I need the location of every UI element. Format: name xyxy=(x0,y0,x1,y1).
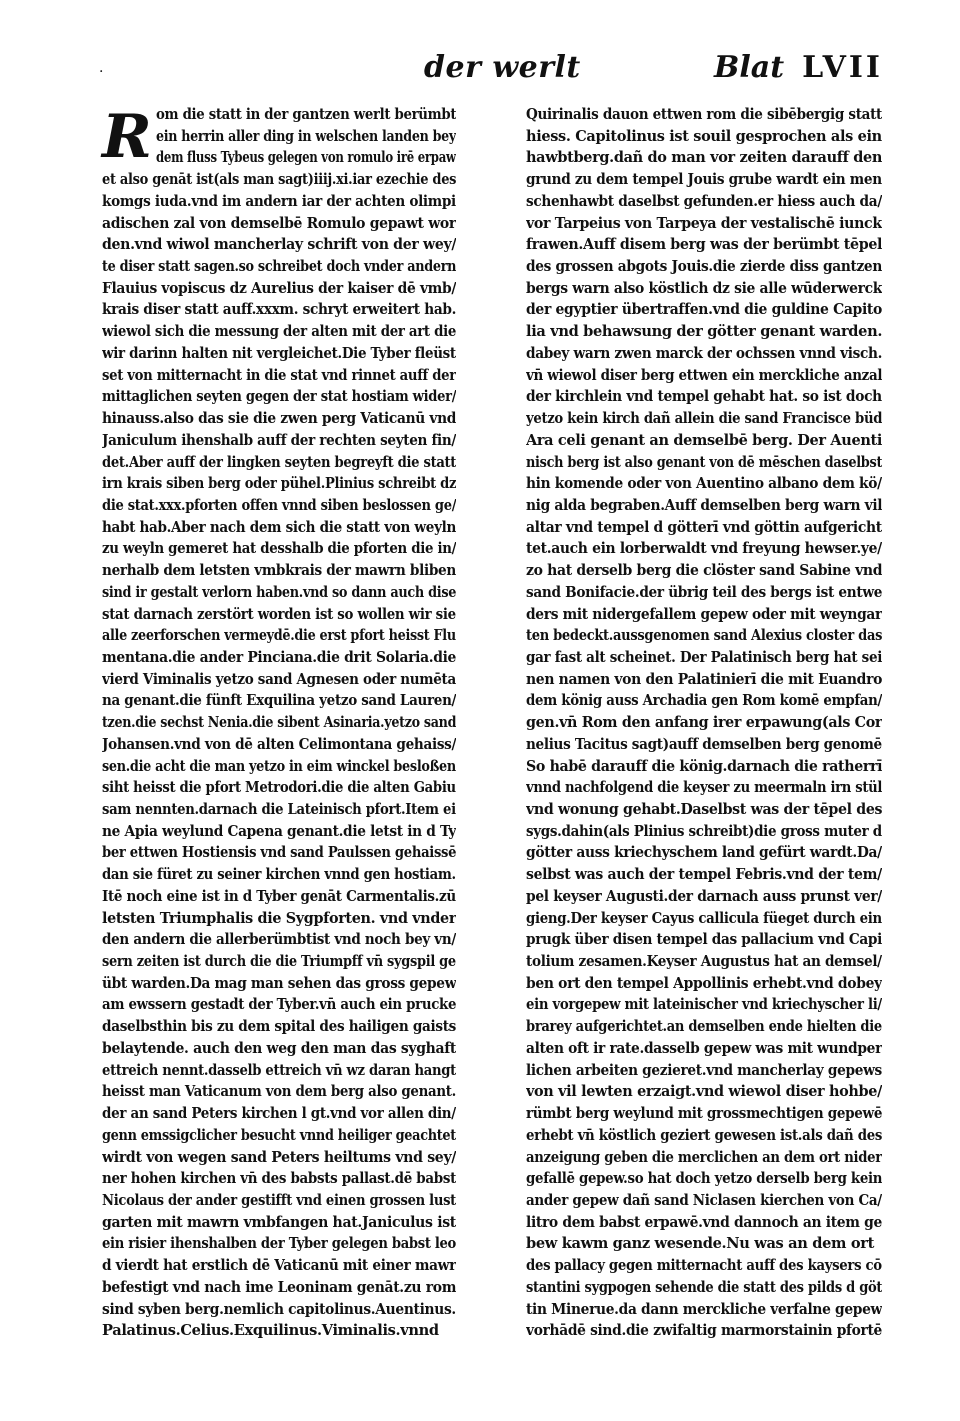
text-line: nerhalb dem letsten vmbkrais der mawrn bliben xyxy=(102,562,456,580)
folio-label: Blat xyxy=(714,50,785,85)
text-line: übt warden.Da mag man sehen das gross gepew xyxy=(102,974,456,992)
text-line: dabey warn zwen marck der ochssen vnnd visch. xyxy=(526,344,882,362)
text-line: ne Apia weylund Capena genant.die letst in d Ty xyxy=(102,822,456,840)
text-line: Johansen.vnd von dē alten Celimontana gehaiss/ xyxy=(102,735,456,753)
text-line: ein risier ihenshalben der Tyber gelegen babst leo xyxy=(102,1235,456,1253)
text-line: gar fast alt scheinet. Der Palatinisch berg hat sei xyxy=(526,648,882,666)
text-line: Flauius vopiscus dz Aurelius der kaiser dē vmb/ xyxy=(102,279,456,297)
text-line: komgs iuda.vnd im andern iar der achten olimpi xyxy=(102,192,456,210)
text-line: habt hab.Aber nach dem sich die statt von weyln xyxy=(102,518,456,536)
text-line: hin komende oder von Auentino albano dem kö/ xyxy=(526,475,882,493)
text-line: sam nennten.darnach die Lateinisch pfort.Item ei xyxy=(102,801,456,818)
text-line: rümbt berg weylund mit grossmechtigen gepewē xyxy=(526,1105,882,1123)
text-line: frawen.Auff disem berg was der berümbt tēpel xyxy=(526,236,882,254)
text-line: der egyptier übertraffen.vnd die guldine Capito xyxy=(526,301,882,319)
text-line: anzeigung geben die merclichen an dem ort nider xyxy=(526,1148,882,1166)
text-line: na genant.die fünft Exquilina yetzo sand Lauren/ xyxy=(102,692,456,710)
text-line: ander gepew dañ sand Niclasen kierchen von Ca/ xyxy=(526,1191,882,1209)
text-line: tet.auch ein lorberwaldt vnd freyung hewser.ye/ xyxy=(526,540,882,558)
text-line: om die statt in der gantzen werlt berümbt xyxy=(156,106,456,123)
text-line: mittaglichen seyten gegen der stat hostiam wider/ xyxy=(102,388,456,406)
text-line: adischen zal von demselbē Romulo gepawt wor xyxy=(102,214,456,232)
text-line: sand Bonifacie.der übrig teil des bergs ist entwe xyxy=(526,583,882,601)
text-line: ein vorgepew mit lateinischer vnd kriechyscher li/ xyxy=(526,996,882,1014)
text-line: selbst was auch der tempel Febris.vnd der tem/ xyxy=(526,866,882,884)
text-line: zu weyln gemeret hat desshalb die pforten die in/ xyxy=(102,540,456,558)
text-line: alle zeerforschen vermeydē.die erst pfort heisst Flu xyxy=(102,627,456,645)
text-line: tolium zesamen.Keyser Augustus hat an demsel/ xyxy=(526,953,882,971)
text-line: ettreich nennt.dasselb ettreich vn̄ wz daran hangt xyxy=(102,1061,456,1079)
text-line: det.Aber auff der lingken seyten begreyft die statt xyxy=(102,453,456,471)
text-line: vorhādē sind.die zwifaltig marmorstainin pfortē xyxy=(526,1322,882,1340)
text-line: sygs.dahin(als Plinius schreibt)die gross muter d xyxy=(526,822,882,840)
text-line: lia vnd behawsung der götter genant warden. xyxy=(526,323,882,341)
text-line: den andern die allerberümbtist vnd noch bey vn/ xyxy=(102,931,456,949)
text-line: nisch berg ist also genant von dē mēschen daselbst xyxy=(526,453,882,471)
text-line: stat darnach zerstört worden ist so wollen wir sie xyxy=(102,605,456,623)
text-line: ders mit nidergefallem gepew oder mit weyngar xyxy=(526,605,882,623)
text-line: sern zeiten ist durch die die Triumpff vn̄ sygspil ge xyxy=(102,953,456,971)
text-line: bew kawm ganz wesende.Nu was an dem ort xyxy=(526,1235,874,1253)
text-line: götter auss kriechyschem land gefürt wardt.Da/ xyxy=(526,844,882,862)
text-line: litro dem babst erpawē.vnd dannoch an item ge xyxy=(526,1213,882,1231)
text-line: Ara celi genant an demselbē berg. Der Auenti xyxy=(526,431,882,449)
text-line: lichen arbeiten gezieret.vnd mancherlay gepews xyxy=(526,1061,882,1079)
text-line: belaytende. auch den weg den man das syghaft xyxy=(102,1039,456,1057)
text-line: garten mit mawrn vmbfangen hat.Janiculus ist xyxy=(102,1213,456,1231)
right-column xyxy=(526,104,882,1342)
text-line: der kirchlein vnd tempel gehabt hat. so ist doch xyxy=(526,388,882,406)
text-line: altar vnd tempel d götterī vnd göttin aufgericht xyxy=(526,518,882,536)
text-line: sen.die acht die man yetzo in eim winckel besloßen xyxy=(102,757,456,775)
right-column-text xyxy=(526,104,882,1342)
text-line: gen.vn̄ Rom den anfang irer erpawung(als Cor xyxy=(526,714,882,732)
text-line: schenhawbt daselbst gefunden.er hiess auch da/ xyxy=(526,192,882,210)
text-line: krais diser statt auff.xxxm. schryt erweitert hab. xyxy=(102,301,456,319)
text-line: prugk über disen tempel das pallacium vnd Capi xyxy=(526,931,882,949)
folio-header xyxy=(714,50,883,85)
text-line: set von mitternacht in die stat vnd rinnet auff der xyxy=(102,366,456,384)
text-line: siht heisst die pfort Metrodori.die die alten Gabiu xyxy=(102,779,456,797)
margin-mark: · xyxy=(99,64,104,80)
text-line: yetzo kein kirch dañ allein die sand Francisce büd xyxy=(526,410,882,428)
text-line: ten bedeckt.aussgenomen sand Alexius closter das xyxy=(526,627,882,645)
text-line: heisst man Vaticanum von dem berg also genant. xyxy=(102,1083,456,1101)
text-line: vierd Viminalis yetzo sand Agnesen oder numēta xyxy=(102,670,456,688)
decorated-initial: R xyxy=(102,102,152,172)
text-line: grund zu dem tempel Jouis grube wardt ein men xyxy=(526,171,882,189)
text-line: alten oft ir rate.dasselb gepew was mit wundper xyxy=(526,1039,882,1057)
text-line: sind syben berg.nemlich capitolinus.Auentinus. xyxy=(102,1300,456,1318)
text-line: Itē noch eine ist in d Tyber genāt Carmentalis.zū xyxy=(102,887,456,905)
text-line: dem fluss Tybeus gelegen von romulo irē erpaw xyxy=(156,149,456,167)
text-line: der an sand Peters kirchen l gt.vnd vor allen din/ xyxy=(102,1105,456,1123)
text-line: ben ort den tempel Appollinis erhebt.vnd dobey xyxy=(526,974,882,992)
text-line: von vil lewten erzaigt.vnd wiewol diser hohbe/ xyxy=(526,1083,882,1101)
text-line: befestigt vnd nach ime Leoninam genāt.zu rom xyxy=(102,1278,456,1296)
left-column xyxy=(102,104,456,1342)
text-line: bergs warn also köstlich dz sie alle wūderwerck xyxy=(526,279,882,297)
left-column-text xyxy=(102,104,456,1342)
text-line: vnnd nachfolgend die keyser zu meermaln irn stül xyxy=(526,779,882,797)
text-line: hiess. Capitolinus ist souil gesprochen als ein xyxy=(526,127,882,145)
text-line: pel keyser Augusti.der darnach auss prunst ver/ xyxy=(526,887,882,905)
text-line: et also genāt ist(als man sagt)iiij.xi.iar ezechie des xyxy=(102,171,456,189)
text-line: erhebt vn̄ köstlich geziert gewesen ist.als dañ des xyxy=(526,1126,882,1144)
text-line: So habē darauff die könig.darnach die ratherrī xyxy=(526,757,882,775)
text-line: hinauss.also das sie die zwen perg Vaticanū vnd xyxy=(102,410,456,428)
text-line: Janiculum ihenshalb auff der rechten seyten fin/ xyxy=(102,431,456,449)
text-line: hawbtberg.dañ do man vor zeiten darauff den xyxy=(526,149,882,167)
text-line: den.vnd wiwol mancherlay schrift von der wey/ xyxy=(102,236,456,254)
text-line: letsten Triumphalis die Sygpforten. vnd vnder xyxy=(102,909,456,927)
text-line: vnd wonung gehabt.Daselbst was der tēpel des xyxy=(526,801,882,818)
text-line: dan sie füret zu seiner kirchen vnnd gen hostiam. xyxy=(102,866,456,884)
text-line: irn krais siben berg oder pühel.Plinius schreibt dz xyxy=(102,475,456,493)
text-line: tzen.die sechst Nenia.die sibent Asinaria.yetzo sand xyxy=(102,714,456,732)
text-line: stantini sygpogen sehende die statt des pilds d göt xyxy=(526,1278,882,1296)
text-line: wiewol sich die messung der alten mit der art die xyxy=(102,323,456,341)
text-line: nig alda begraben.Auff demselben berg warn vil xyxy=(526,496,882,514)
text-line: zo hat derselb berg die clöster sand Sabine vnd xyxy=(526,562,882,580)
text-line: vn̄ wiewol diser berg ettwen ein merckliche anzal xyxy=(526,366,882,384)
text-line: des pallacy gegen mitternacht auff des kaysers cō xyxy=(526,1257,882,1275)
text-line: dem könig auss Archadia gen Rom komē empfan/ xyxy=(526,692,882,710)
text-line: wir darinn halten nit vergleichet.Die Tyber fleüst xyxy=(102,344,456,362)
text-line: ein herrin aller ding in welschen landen bey xyxy=(156,127,456,145)
text-line: am ewssern gestadt der Tyber.vn̄ auch ein prucke xyxy=(102,996,456,1014)
text-line: gefallē gepew.so hat doch yetzo derselb berg kein xyxy=(526,1170,882,1188)
text-line: Nicolaus der ander gestifft vnd einen grossen lust xyxy=(102,1191,456,1209)
text-line: Quirinalis dauon ettwen rom die sibēbergig statt xyxy=(526,106,882,123)
text-line: nelius Tacitus sagt)auff demselben berg genomē xyxy=(526,735,882,753)
text-line: te diser statt sagen.so schreibet doch vnder andern xyxy=(102,258,456,276)
text-line: nen namen von den Palatinierī die mit Euandro xyxy=(526,670,882,688)
text-line: Palatinus.Celius.Exquilinus.Viminalis.vnnd xyxy=(102,1322,439,1340)
text-line: brarey aufgerichtet.an demselben ende hielten die xyxy=(526,1018,882,1036)
text-line: d vierdt hat erstlich dē Vaticanū mit einer mawr xyxy=(102,1257,456,1275)
text-line: die stat.xxx.pforten offen vnnd siben beslossen ge/ xyxy=(102,496,456,514)
text-line: wirdt von wegen sand Peters heiltums vnd sey/ xyxy=(102,1148,456,1166)
text-line: mentana.die ander Pinciana.die drit Solaria.die xyxy=(102,648,456,666)
text-line: sind ir gestalt verlorn haben.vnd so dann auch dise xyxy=(102,583,456,601)
text-line: genn emssigclicher besucht vnnd heiliger geachtet xyxy=(102,1126,456,1144)
text-line: des grossen abgots Jouis.die zierde diss gantzen xyxy=(526,258,882,276)
text-line: vor Tarpeius von Tarpeya der vestalischē iunck xyxy=(526,214,882,232)
running-title: der werlt xyxy=(424,50,581,85)
text-line: gieng.Der keyser Cayus callicula füeget durch ein xyxy=(526,909,882,927)
text-line: tin Minerue.da dann merckliche verfalne gepew xyxy=(526,1300,882,1318)
folio-number: LVII xyxy=(802,50,883,85)
text-line: ner hohen kirchen vn̄ des babsts pallast.dē babst xyxy=(102,1170,456,1188)
text-line: daselbsthin bis zu dem spital des hailigen gaists xyxy=(102,1018,456,1036)
text-line: ber ettwen Hostiensis vnd sand Paulssen gehaissē xyxy=(102,844,456,862)
